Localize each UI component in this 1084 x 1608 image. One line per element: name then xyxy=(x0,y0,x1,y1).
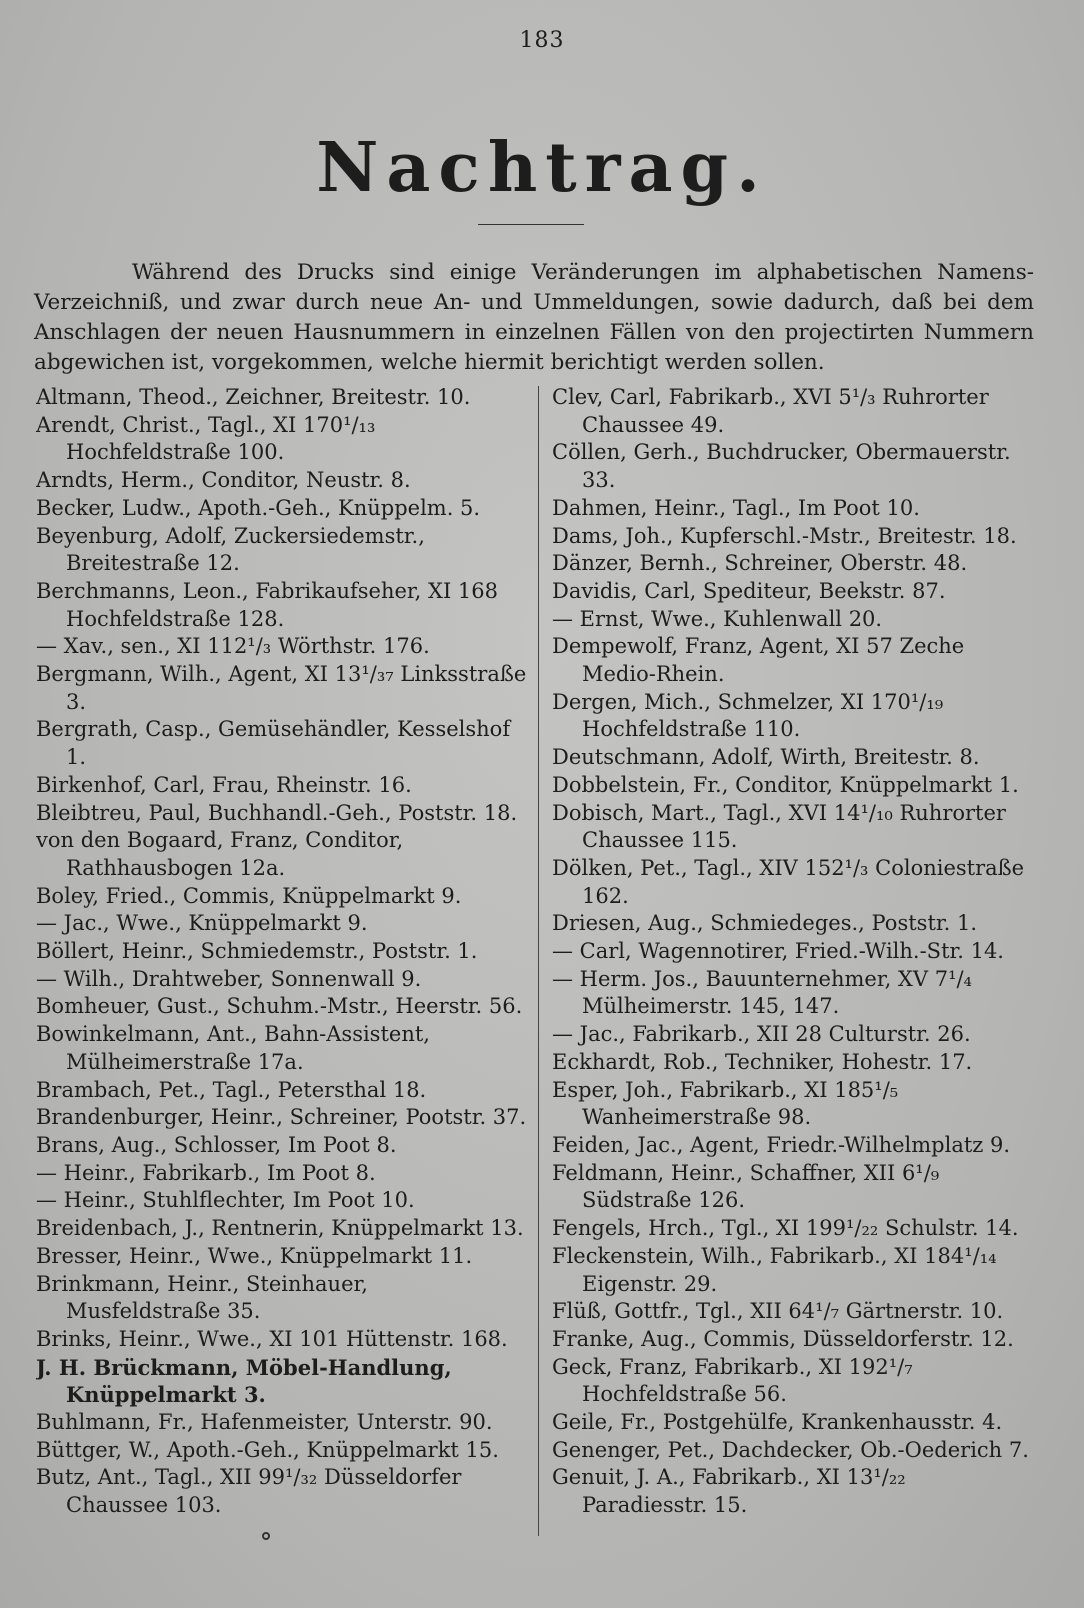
page-title: Nachtrag. xyxy=(316,128,768,208)
directory-entry: Feldmann, Heinr., Schaffner, XII 6¹/₉ Südstraße 126. xyxy=(552,1160,940,1213)
directory-entry: Fleckenstein, Wilh., Fabrikarb., XI 184¹/₁₄ Eigenstr. 29. xyxy=(552,1243,997,1296)
directory-entry: Geile, Fr., Postgehülfe, Krankenhausstr. 4. xyxy=(552,1410,1003,1435)
directory-entry: Bleibtreu, Paul, Buchhandl.-Geh., Poststr. 18. xyxy=(36,800,518,825)
directory-entry: — Jac., Fabrikarb., XII 28 Culturstr. 26. xyxy=(552,1022,971,1047)
directory-entry: Butz, Ant., Tagl., XII 99¹/₃₂ Düsseldorfer Chaussee 103. xyxy=(36,1465,462,1518)
print-speck xyxy=(262,1532,270,1540)
directory-entry: Böllert, Heinr., Schmiedemstr., Poststr. 1. xyxy=(36,939,478,964)
intro-text: Während des Drucks sind einige Veränderungen im alphabetischen Namens-Verzeichniß, und zwar durch neue An- und Ummeldungen, sowie dadurch, daß bei dem Anschlagen der neuen Hausnummern in einzelnen Fällen von den projectirten Nummern abgewichen ist, vorgekommen, welche hiermit berichtigt werden sollen. xyxy=(34,260,1034,375)
directory-entry: Brandenburger, Heinr., Schreiner, Pootstr. 37. xyxy=(36,1105,527,1130)
directory-entry: Eckhardt, Rob., Techniker, Hohestr. 17. xyxy=(552,1049,973,1074)
directory-entry: Brans, Aug., Schlosser, Im Poot 8. xyxy=(36,1132,397,1157)
directory-entry: Altmann, Theod., Zeichner, Breitestr. 10. xyxy=(36,385,471,409)
directory-entry: Deutschmann, Adolf, Wirth, Breitestr. 8. xyxy=(552,745,980,770)
directory-entry: Beyenburg, Adolf, Zuckersiedemstr., Breitestraße 12. xyxy=(36,523,425,576)
directory-entry: Breidenbach, J., Rentnerin, Knüppelmarkt 13. xyxy=(36,1216,524,1241)
directory-entry: — Carl, Wagennotirer, Fried.-Wilh.-Str. 14. xyxy=(552,939,1004,964)
left-column xyxy=(36,384,528,1520)
directory-entry: Flüß, Gottfr., Tgl., XII 64¹/₇ Gärtnerstr. 10. xyxy=(552,1299,1004,1324)
directory-entry: Bresser, Heinr., Wwe., Knüppelmarkt 11. xyxy=(36,1243,473,1268)
directory-entry: Berchmanns, Leon., Fabrikaufseher, XI 168 Hochfeldstraße 128. xyxy=(36,578,499,631)
directory-entry: Cöllen, Gerh., Buchdrucker, Obermauerstr. 33. xyxy=(552,440,1011,493)
directory-entry: Dölken, Pet., Tagl., XIV 152¹/₃ Coloniestraße 162. xyxy=(552,855,1025,908)
directory-entry: Brambach, Pet., Tagl., Petersthal 18. xyxy=(36,1077,427,1102)
right-column xyxy=(552,384,1034,1520)
directory-entry: — Heinr., Fabrikarb., Im Poot 8. xyxy=(36,1160,376,1185)
directory-entry: Arendt, Christ., Tagl., XI 170¹/₁₃ Hochfeldstraße 100. xyxy=(36,412,376,465)
directory-entry: Driesen, Aug., Schmiedeges., Poststr. 1. xyxy=(552,911,978,936)
title-divider xyxy=(478,224,584,225)
directory-entry: Clev, Carl, Fabrikarb., XVI 5¹/₃ Ruhrorter Chaussee 49. xyxy=(552,385,989,437)
directory-entry: Büttger, W., Apoth.-Geh., Knüppelmarkt 15. xyxy=(36,1437,499,1462)
directory-entry: Dobisch, Mart., Tagl., XVI 14¹/₁₀ Ruhrorter Chaussee 115. xyxy=(552,800,1006,853)
directory-entry: Becker, Ludw., Apoth.-Geh., Knüppelm. 5. xyxy=(36,495,481,520)
directory-entry: Dahmen, Heinr., Tagl., Im Poot 10. xyxy=(552,495,920,520)
directory-entry: Boley, Fried., Commis, Knüppelmarkt 9. xyxy=(36,883,462,908)
directory-entry: Dänzer, Bernh., Schreiner, Oberstr. 48. xyxy=(552,551,968,576)
directory-entry: Genuit, J. A., Fabrikarb., XI 13¹/₂₂ Paradiesstr. 15. xyxy=(552,1465,906,1518)
directory-entry: Brinkmann, Heinr., Steinhauer, Musfeldstraße 35. xyxy=(36,1271,368,1324)
directory-entry: Feiden, Jac., Agent, Friedr.-Wilhelmplatz 9. xyxy=(552,1132,1011,1157)
page-number: 183 xyxy=(519,28,565,53)
directory-entry: Esper, Joh., Fabrikarb., XI 185¹/₅ Wanheimerstraße 98. xyxy=(552,1077,899,1130)
directory-entry: Arndts, Herm., Conditor, Neustr. 8. xyxy=(36,468,411,493)
directory-entry: — Heinr., Stuhlflechter, Im Poot 10. xyxy=(36,1188,415,1213)
column-divider xyxy=(538,386,539,1536)
directory-entry: Davidis, Carl, Spediteur, Beekstr. 87. xyxy=(552,578,946,603)
directory-entry: Geck, Franz, Fabrikarb., XI 192¹/₇ Hochfeldstraße 56. xyxy=(552,1354,913,1407)
directory-entry: Bergmann, Wilh., Agent, XI 13¹/₃₇ Linksstraße 3. xyxy=(36,662,527,714)
directory-entry: Franke, Aug., Commis, Düsseldorferstr. 12. xyxy=(552,1326,1014,1351)
directory-entry: Bomheuer, Gust., Schuhm.-Mstr., Heerstr. 56. xyxy=(36,994,523,1019)
directory-entry: Brinks, Heinr., Wwe., XI 101 Hüttenstr. 168. xyxy=(36,1326,508,1351)
directory-entry: von den Bogaard, Franz, Conditor, Rathhausbogen 12a. xyxy=(36,828,404,880)
directory-entry: Buhlmann, Fr., Hafenmeister, Unterstr. 90. xyxy=(36,1410,493,1435)
directory-entry: — Jac., Wwe., Knüppelmarkt 9. xyxy=(36,911,368,936)
directory-entry: Dobbelstein, Fr., Conditor, Knüppelmarkt 1. xyxy=(552,772,1019,797)
directory-entry: Dergen, Mich., Schmelzer, XI 170¹/₁₉ Hochfeldstraße 110. xyxy=(552,689,944,742)
directory-entry: — Herm. Jos., Bauunternehmer, XV 7¹/₄ Mülheimerstr. 145, 147. xyxy=(552,966,972,1019)
directory-entry: Dams, Joh., Kupferschl.-Mstr., Breitestr. 18. xyxy=(552,523,1017,548)
directory-entry: Fengels, Hrch., Tgl., XI 199¹/₂₂ Schulstr. 14. xyxy=(552,1216,1019,1241)
directory-entry: Genenger, Pet., Dachdecker, Ob.-Oederich 7. xyxy=(552,1437,1029,1462)
directory-entry: Dempewolf, Franz, Agent, XI 57 Zeche Medio-Rhein. xyxy=(552,634,965,687)
directory-entry: — Ernst, Wwe., Kuhlenwall 20. xyxy=(552,606,883,631)
directory-entry: — Xav., sen., XI 112¹/₃ Wörthstr. 176. xyxy=(36,634,430,659)
intro-paragraph xyxy=(34,258,1034,378)
directory-entry: Birkenhof, Carl, Frau, Rheinstr. 16. xyxy=(36,772,412,797)
directory-entry: J. H. Brückmann, Möbel-Handlung, Knüppelmarkt 3. xyxy=(36,1354,452,1408)
directory-entry: Bergrath, Casp., Gemüsehändler, Kesselshof 1. xyxy=(36,717,511,770)
directory-entry: Bowinkelmann, Ant., Bahn-Assistent, Mülheimerstraße 17a. xyxy=(36,1022,430,1074)
directory-entry: — Wilh., Drahtweber, Sonnenwall 9. xyxy=(36,966,422,991)
